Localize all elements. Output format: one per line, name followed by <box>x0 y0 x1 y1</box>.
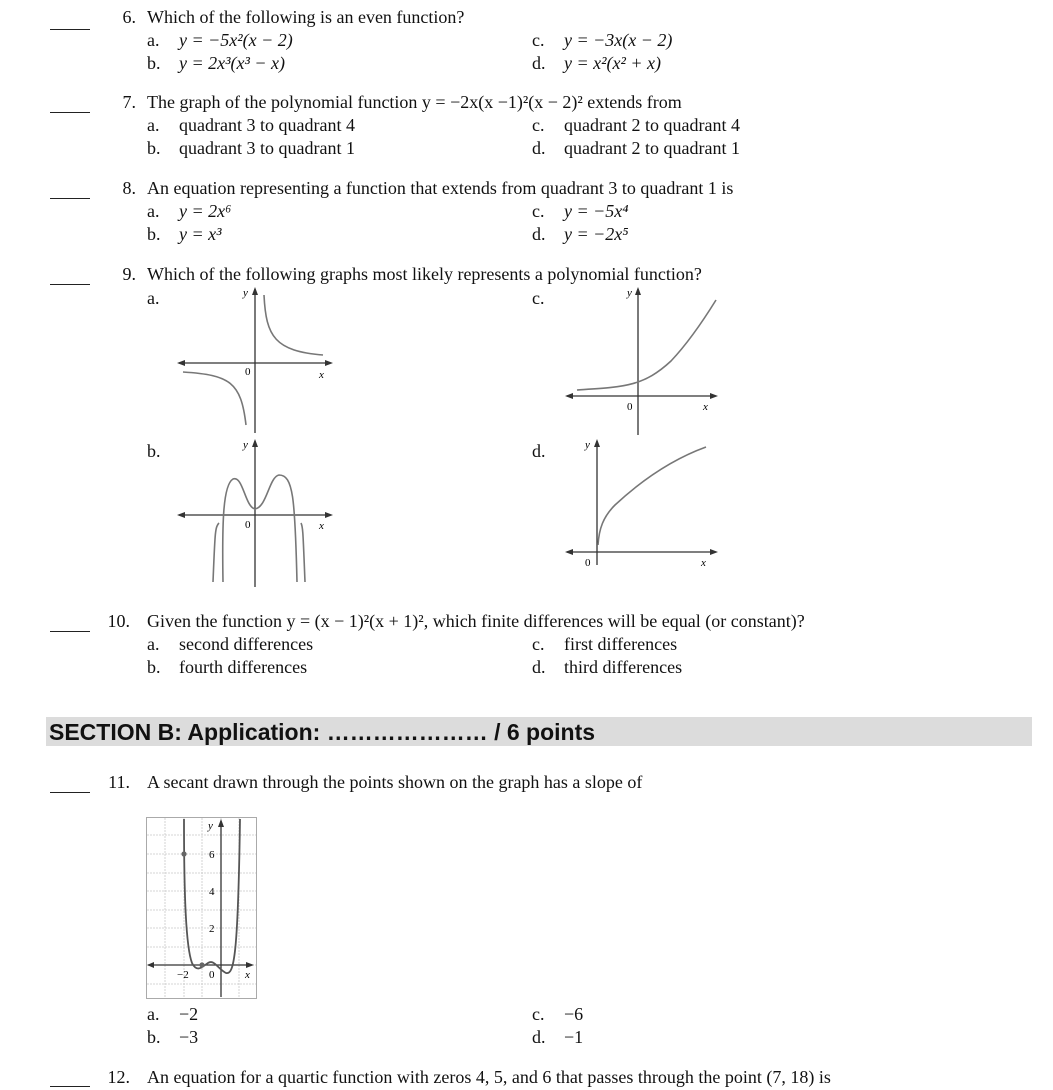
answer-blank-8[interactable] <box>50 198 90 199</box>
option-d <box>532 52 661 74</box>
question-number: 11. <box>108 772 130 792</box>
option-letter: a. <box>147 201 160 221</box>
option-letter: d. <box>532 138 546 158</box>
x-axis-label: x <box>319 369 324 381</box>
option-c <box>532 1003 583 1025</box>
option-letter: b. <box>147 1027 161 1047</box>
option-text: y = x³ <box>179 224 222 244</box>
y-axis-arrow <box>594 439 600 447</box>
graph-d-square-root <box>563 437 723 579</box>
x-axis-arrow-left <box>177 512 185 518</box>
option-b <box>147 1026 198 1048</box>
option-a <box>147 29 293 51</box>
option-letter: b. <box>147 224 161 244</box>
option-a <box>147 200 231 222</box>
option-text: y = −5x⁴ <box>564 201 629 221</box>
option-letter: c. <box>532 30 545 50</box>
question-stem: An equation representing a function that extends from quadrant 3 to quadrant 1 is <box>147 178 734 198</box>
answer-blank-11[interactable] <box>50 792 90 793</box>
x-axis-arrow <box>325 360 333 366</box>
question-stem: An equation for a quartic function with zeros 4, 5, and 6 that passes through the point (7, 18) is <box>147 1067 831 1087</box>
option-c <box>532 200 629 222</box>
section-b-header: SECTION B: Application: ………………… / 6 points <box>46 717 1032 746</box>
x-axis-label: x <box>245 969 250 981</box>
graph-c-exponential <box>563 285 723 437</box>
y-axis-label: y <box>585 439 590 451</box>
option-letter: a. <box>147 115 160 135</box>
secant-point <box>199 962 204 967</box>
option-a <box>147 633 313 655</box>
origin-label: 0 <box>627 401 633 413</box>
question-stem: A secant drawn through the points shown on the graph has a slope of <box>147 772 643 792</box>
y-axis-label: y <box>243 439 248 451</box>
option-a <box>147 114 355 136</box>
option-c <box>532 29 672 51</box>
origin-label: 0 <box>585 557 591 569</box>
option-b <box>147 137 355 159</box>
question-number: 8. <box>122 178 136 198</box>
option-letter: c. <box>532 201 545 221</box>
option-letter: c. <box>532 1004 545 1024</box>
option-letter: c. <box>532 288 545 308</box>
question-number: 12. <box>107 1067 130 1087</box>
option-letter: d. <box>532 1027 546 1047</box>
option-letter: b. <box>147 53 161 73</box>
curve <box>577 300 716 390</box>
option-letter: a. <box>147 1004 160 1024</box>
option-text: second differences <box>179 634 314 654</box>
option-text: quadrant 2 to quadrant 1 <box>564 138 740 158</box>
answer-blank-9[interactable] <box>50 284 90 285</box>
question-number: 7. <box>122 92 136 112</box>
x-axis-label: x <box>701 557 706 569</box>
question-stem: Which of the following graphs most likely represents a polynomial function? <box>147 264 702 284</box>
option-b <box>147 223 222 245</box>
answer-blank-7[interactable] <box>50 112 90 113</box>
y-axis-label: y <box>627 287 632 299</box>
option-text: −3 <box>179 1027 199 1047</box>
option-text: y = 2x³(x³ − x) <box>179 53 286 73</box>
x-axis-arrow <box>710 393 718 399</box>
graph-q11-quartic <box>146 817 258 1000</box>
secant-point <box>181 851 186 856</box>
option-letter: b. <box>147 138 161 158</box>
question-number: 9. <box>122 264 136 284</box>
option-c <box>532 633 677 655</box>
y-axis-label: y <box>243 287 248 299</box>
option-text: quadrant 3 to quadrant 1 <box>179 138 355 158</box>
option-text: y = x²(x² + x) <box>564 53 662 73</box>
question-stem: The graph of the polynomial function y = −2x(x −1)²(x − 2)² extends from <box>147 92 682 112</box>
x-axis-arrow-left <box>177 360 185 366</box>
option-letter: a. <box>147 634 160 654</box>
answer-blank-6[interactable] <box>50 29 90 30</box>
origin-label: 0 <box>245 366 251 378</box>
option-d <box>532 656 682 678</box>
curve <box>213 523 219 582</box>
option-text: −2 <box>179 1004 199 1024</box>
option-letter: a. <box>147 288 160 308</box>
option-d <box>532 223 629 245</box>
question-number: 6. <box>122 7 136 27</box>
x-tick-0: 0 <box>209 969 215 981</box>
option-text: y = −3x(x − 2) <box>564 30 673 50</box>
option-text: quadrant 3 to quadrant 4 <box>179 115 355 135</box>
option-b <box>147 656 307 678</box>
x-axis-label: x <box>319 520 324 532</box>
y-tick-2: 2 <box>209 923 215 935</box>
x-axis-arrow-left <box>565 549 573 555</box>
option-letter: c. <box>532 634 545 654</box>
x-axis-arrow <box>710 549 718 555</box>
x-axis-arrow <box>325 512 333 518</box>
option-text: y = −5x²(x − 2) <box>179 30 293 50</box>
option-letter: a. <box>147 30 160 50</box>
option-text: y = −2x⁵ <box>564 224 629 244</box>
y-tick-4: 4 <box>209 886 215 898</box>
y-axis-arrow <box>252 439 258 447</box>
y-tick-6: 6 <box>209 849 215 861</box>
option-text: y = 2x⁶ <box>179 201 232 221</box>
option-text: third differences <box>564 657 683 677</box>
option-letter: d. <box>532 53 546 73</box>
option-a <box>147 1003 198 1025</box>
question-stem: Given the function y = (x − 1)²(x + 1)², which finite differences will be equal (or constant)? <box>147 611 805 631</box>
option-b <box>147 52 285 74</box>
option-letter: d. <box>532 441 546 461</box>
curve <box>223 475 297 582</box>
answer-blank-12[interactable] <box>50 1086 90 1087</box>
option-letter: b. <box>147 441 161 461</box>
option-text: quadrant 2 to quadrant 4 <box>564 115 740 135</box>
option-text: −1 <box>564 1027 584 1047</box>
y-axis-arrow <box>635 287 641 295</box>
curve <box>183 372 246 425</box>
y-axis-label: y <box>208 820 213 832</box>
curve <box>301 523 305 582</box>
question-stem: Which of the following is an even function? <box>147 7 465 27</box>
option-text: first differences <box>564 634 678 654</box>
curve <box>264 295 323 355</box>
x-axis-arrow-left <box>565 393 573 399</box>
answer-blank-10[interactable] <box>50 631 90 632</box>
y-axis-arrow <box>252 287 258 295</box>
graph-a-reciprocal <box>175 285 340 435</box>
question-number: 10. <box>107 611 130 631</box>
x-axis-label: x <box>703 401 708 413</box>
origin-label: 0 <box>245 519 251 531</box>
option-letter: d. <box>532 657 546 677</box>
option-letter: b. <box>147 657 161 677</box>
option-letter: c. <box>532 115 545 135</box>
x-tick-minus-2: −2 <box>177 969 189 981</box>
option-c <box>532 114 740 136</box>
option-d <box>532 137 740 159</box>
option-letter: d. <box>532 224 546 244</box>
curve <box>598 447 706 545</box>
option-d <box>532 1026 583 1048</box>
option-text: fourth differences <box>179 657 308 677</box>
option-text: −6 <box>564 1004 584 1024</box>
graph-b-polynomial <box>175 437 340 589</box>
